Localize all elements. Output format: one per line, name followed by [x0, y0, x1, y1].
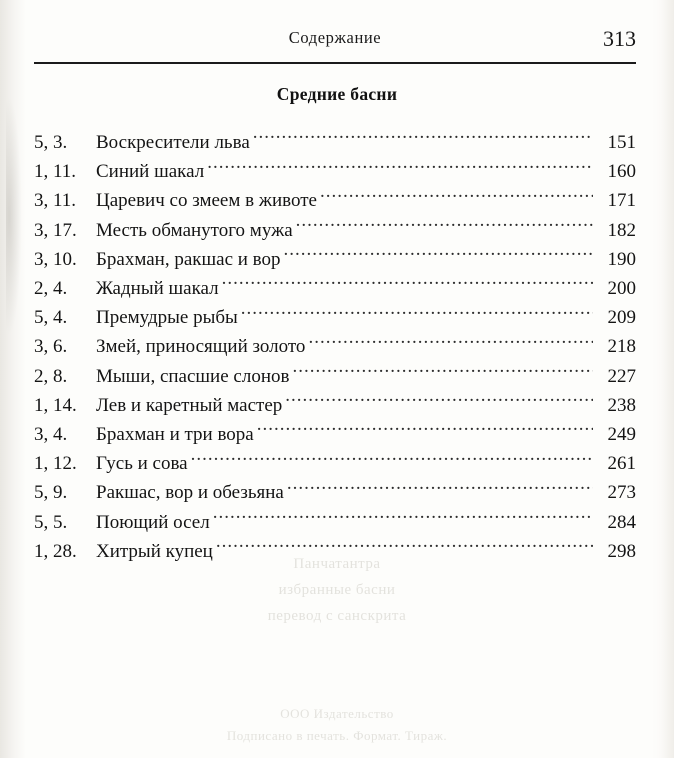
entry-number: 1, 28.	[34, 540, 77, 562]
dot-leader	[320, 187, 593, 206]
entry-title: Гусь и сова	[96, 453, 188, 475]
entry-page: 249	[607, 424, 636, 446]
entry-number: 2, 4.	[34, 278, 68, 300]
entry-page: 160	[607, 161, 636, 183]
list-item	[34, 362, 636, 391]
page-number: 313	[603, 26, 636, 51]
entry-page: 227	[607, 365, 636, 387]
dot-leader	[285, 392, 593, 411]
ghost-text-line: ООО Издательство	[280, 706, 394, 721]
entry-number: 1, 12.	[34, 453, 77, 475]
dot-leader	[308, 333, 593, 352]
page-title: Содержание	[288, 28, 382, 47]
dot-leader	[292, 363, 593, 382]
entry-title: Воскресители льва	[96, 132, 250, 153]
dot-leader	[222, 275, 593, 294]
list-item	[34, 216, 636, 245]
entry-number: 3, 11.	[34, 190, 77, 212]
entry-title: Ракшас, вор и обезьяна	[96, 482, 284, 504]
ghost-text-line: избранные басни	[278, 582, 396, 598]
list-item	[34, 303, 636, 332]
dot-leader	[241, 304, 593, 323]
list-item	[34, 478, 636, 507]
ghost-text-line: Подписано в печать. Формат. Тираж.	[226, 728, 448, 743]
list-item	[34, 157, 636, 186]
entry-title: Хитрый купец	[96, 540, 213, 562]
list-item	[34, 245, 636, 274]
entry-page: 182	[607, 219, 636, 241]
dot-leader	[296, 217, 593, 236]
entry-title: Поющий осел	[96, 511, 210, 533]
dot-leader	[207, 158, 593, 177]
entry-title: Премудрые рыбы	[96, 307, 238, 329]
entry-page: 298	[607, 540, 636, 562]
entry-number: 5, 9.	[34, 482, 68, 504]
entry-number: 3, 4.	[34, 424, 68, 446]
entry-page: 200	[607, 278, 636, 300]
entry-page: 273	[607, 482, 636, 504]
entry-page: 151	[607, 132, 636, 153]
entry-number: 5, 3.	[34, 132, 68, 153]
entry-page: 171	[607, 190, 636, 212]
dot-leader	[216, 538, 593, 557]
dot-leader	[284, 246, 593, 265]
entry-number: 3, 10.	[34, 248, 77, 270]
entry-page: 190	[607, 248, 636, 270]
entry-number: 2, 8.	[34, 365, 68, 387]
entry-title: Царевич со змеем в животе	[96, 190, 317, 212]
list-item	[34, 420, 636, 449]
entry-number: 3, 17.	[34, 219, 77, 241]
entry-title: Месть обманутого мужа	[96, 219, 293, 241]
section-heading: Средние басни	[276, 84, 398, 104]
list-item	[34, 449, 636, 478]
entry-page: 284	[607, 511, 636, 533]
dot-leader	[253, 129, 593, 148]
entry-page: 218	[607, 336, 636, 358]
list-item	[34, 391, 636, 420]
entry-title: Брахман, ракшас и вор	[96, 248, 281, 270]
entry-title: Мыши, спасшие слонов	[96, 365, 290, 387]
entry-number: 5, 5.	[34, 511, 68, 533]
list-item	[34, 508, 636, 537]
page-header	[34, 26, 636, 51]
entry-title: Жадный шакал	[96, 278, 219, 300]
entry-number: 1, 11.	[34, 161, 77, 183]
entry-page: 261	[607, 453, 636, 475]
entry-page: 238	[607, 394, 636, 416]
list-item	[34, 128, 636, 157]
list-item	[34, 332, 636, 361]
entry-number: 1, 14.	[34, 394, 77, 416]
entry-title: Лев и каретный мастер	[96, 394, 283, 416]
entry-title: Синий шакал	[96, 161, 205, 183]
dot-leader	[287, 479, 593, 498]
dot-leader	[191, 450, 593, 469]
entry-number: 5, 4.	[34, 307, 68, 329]
ghost-text-line: перевод с санскрита	[267, 608, 407, 624]
list-item	[34, 274, 636, 303]
entry-title: Змей, приносящий золото	[96, 336, 306, 358]
entry-title: Брахман и три вора	[96, 424, 254, 446]
entry-number: 3, 6.	[34, 336, 68, 358]
dot-leader	[257, 421, 593, 440]
entry-page: 209	[607, 307, 636, 329]
dot-leader	[213, 509, 593, 528]
table-of-contents	[34, 128, 636, 566]
page-edge-smudge	[6, 96, 22, 336]
ghost-text-line: Панчатантра	[293, 556, 381, 572]
list-item	[34, 186, 636, 215]
list-item	[34, 537, 636, 566]
header-rule	[34, 62, 636, 64]
